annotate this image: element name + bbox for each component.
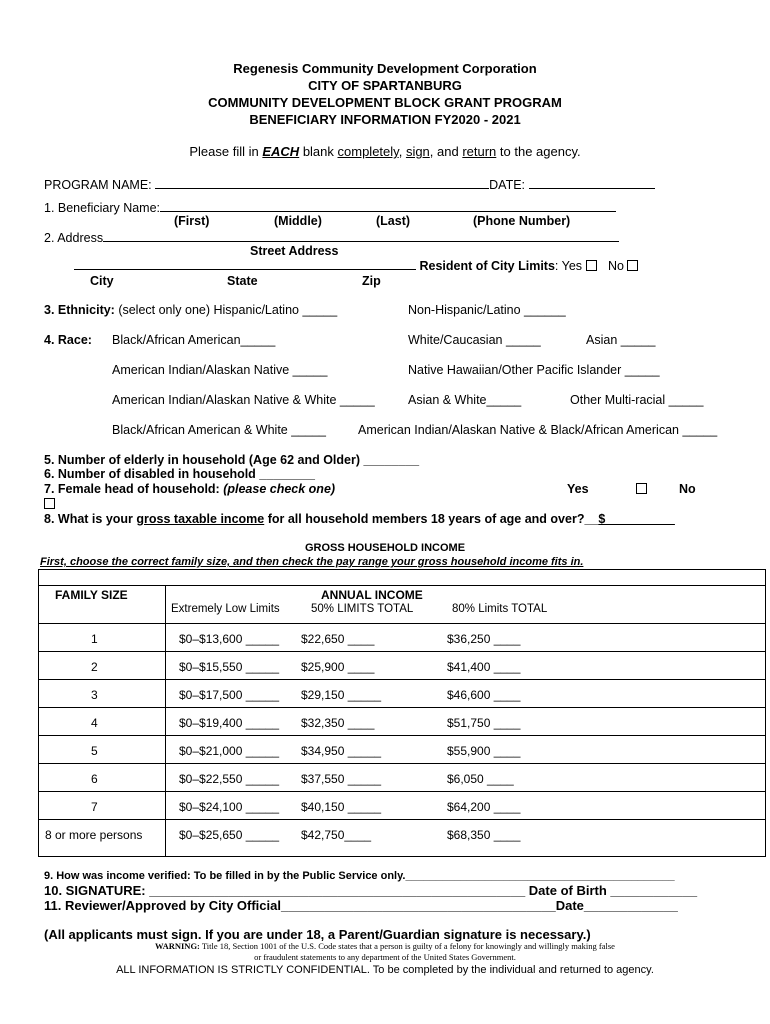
race-aw-option[interactable]: Asian & White_____ [408, 393, 522, 407]
row-3-el[interactable]: $0–$17,500 _____ [179, 688, 280, 702]
row-5-80[interactable]: $55,900 ____ [447, 744, 521, 758]
table-row: 6 [91, 772, 98, 786]
eighty-percent-header: 80% Limits TOTAL [452, 603, 548, 615]
race-white-option[interactable]: White/Caucasian _____ [408, 333, 541, 347]
table-row: 7 [91, 800, 98, 814]
first-label: (First) [174, 214, 210, 228]
row-4-50[interactable]: $32,350 ____ [301, 716, 375, 730]
race-nh-option[interactable]: Native Hawaiian/Other Pacific Islander _____ [408, 363, 660, 377]
row-6-50[interactable]: $37,550 _____ [301, 772, 382, 786]
row-4-el[interactable]: $0–$19,400 _____ [179, 716, 280, 730]
row-8-80[interactable]: $68,350 ____ [447, 828, 521, 842]
ethnicity-row: 3. Ethnicity: (select only one) Hispanic/Latino _____ [44, 303, 338, 317]
warning-text-2: or fraudulent statements to any department of the United States Government. [254, 952, 516, 962]
confidential-note: ALL INFORMATION IS STRICTLY CONFIDENTIAL. To be completed by the individual and returned to agency. [116, 964, 654, 976]
table-row: 1 [91, 632, 98, 646]
program-name-label: PROGRAM NAME: [44, 178, 152, 192]
row-4-80[interactable]: $51,750 ____ [447, 716, 521, 730]
row-6-80[interactable]: $6,050 ____ [447, 772, 514, 786]
state-label: State [227, 274, 258, 288]
row-2-50[interactable]: $25,900 ____ [301, 660, 375, 674]
beneficiary-name-row: 1. Beneficiary Name: [44, 200, 616, 215]
street-address-field[interactable] [103, 230, 619, 242]
female-head-no-checkbox[interactable] [44, 497, 55, 511]
race-aib-option[interactable]: American Indian/Alaskan Native & Black/African American _____ [358, 423, 718, 437]
race-bw-option[interactable]: Black/African American & White _____ [112, 423, 326, 437]
hispanic-option[interactable]: (select only one) Hispanic/Latino _____ [114, 303, 338, 317]
race-black-option[interactable]: Black/African American_____ [112, 333, 276, 347]
row-8-el[interactable]: $0–$25,650 _____ [179, 828, 280, 842]
row-2-el[interactable]: $0–$15,550 _____ [179, 660, 280, 674]
warning-text: WARNING: Title 18, Section 1001 of the U.S. Code states that a person is guilty of a felony for knowingly and willingly making false [155, 941, 615, 951]
signature-note: (All applicants must sign. If you are under 18, a Parent/Guardian signature is necessary.) [44, 927, 591, 942]
row-2-80[interactable]: $41,400 ____ [447, 660, 521, 674]
income-question[interactable]: 8. What is your gross taxable income for all household members 18 years of age and over?__$__________ [44, 512, 675, 526]
row-5-50[interactable]: $34,950 _____ [301, 744, 382, 758]
resident-no-checkbox[interactable] [627, 260, 638, 271]
zip-label: Zip [362, 274, 381, 288]
signature-field[interactable]: 10. SIGNATURE: ____________________________________________________ Date of Birth ____________ [44, 883, 698, 898]
extremely-low-header: Extremely Low Limits [171, 603, 280, 615]
row-1-50[interactable]: $22,650 ____ [301, 632, 375, 646]
beneficiary-name-field[interactable] [160, 200, 616, 212]
city-state-zip-field[interactable] [74, 258, 416, 270]
row-7-80[interactable]: $64,200 ____ [447, 800, 521, 814]
row-7-el[interactable]: $0–$24,100 _____ [179, 800, 280, 814]
family-size-header: FAMILY SIZE [55, 588, 128, 602]
row-1-80[interactable]: $36,250 ____ [447, 632, 521, 646]
table-row: 8 or more persons [45, 828, 143, 842]
row-7-50[interactable]: $40,150 _____ [301, 800, 382, 814]
income-table [38, 569, 766, 857]
disabled-question[interactable]: 6. Number of disabled in household ________ [44, 467, 315, 481]
race-ai-option[interactable]: American Indian/Alaskan Native _____ [112, 363, 328, 377]
program-title: COMMUNITY DEVELOPMENT BLOCK GRANT PROGRAM [208, 95, 562, 110]
fy-title: BENEFICIARY INFORMATION FY2020 - 2021 [249, 112, 521, 127]
program-name-field[interactable] [155, 177, 489, 189]
program-name-row [44, 177, 655, 192]
row-3-80[interactable]: $46,600 ____ [447, 688, 521, 702]
race-label: 4. Race: [44, 333, 92, 347]
income-table-subtitle: First, choose the correct family size, and then check the pay range your gross household income fits in. [40, 556, 584, 568]
annual-income-header: ANNUAL INCOME [321, 588, 423, 602]
phone-label: (Phone Number) [473, 214, 571, 228]
female-head-yes-checkbox[interactable] [636, 482, 647, 496]
street-address-label: Street Address [250, 244, 339, 258]
reviewer-field[interactable]: 11. Reviewer/Approved by City Official______________________________________Date_____________ [44, 898, 678, 913]
row-3-50[interactable]: $29,150 _____ [301, 688, 382, 702]
date-label: DATE: [489, 178, 526, 192]
race-aiw-option[interactable]: American Indian/Alaskan Native & White _____ [112, 393, 375, 407]
date-field[interactable] [529, 177, 655, 189]
female-head-question: 7. Female head of household: (please check one) [44, 482, 336, 496]
last-label: (Last) [376, 214, 411, 228]
table-row: 3 [91, 688, 98, 702]
female-head-no-label: No [679, 482, 696, 496]
income-table-title: GROSS HOUSEHOLD INCOME [304, 542, 466, 554]
row-6-el[interactable]: $0–$22,550 _____ [179, 772, 280, 786]
city-title: CITY OF SPARTANBURG [308, 78, 462, 93]
middle-label: (Middle) [274, 214, 322, 228]
row-1-el[interactable]: $0–$13,600 _____ [179, 632, 280, 646]
city-state-row: Resident of City Limits: Yes No [74, 258, 638, 273]
city-label: City [90, 274, 114, 288]
elderly-question[interactable]: 5. Number of elderly in household (Age 62 and Older) ________ [44, 453, 420, 467]
resident-yes-checkbox[interactable] [586, 260, 597, 271]
table-row: 2 [91, 660, 98, 674]
instruction-line: Please fill in EACH blank completely, sign, and return to the agency. [189, 144, 581, 159]
org-title: Regenesis Community Development Corporation [233, 61, 537, 76]
race-asian-option[interactable]: Asian _____ [586, 333, 656, 347]
row-8-50[interactable]: $42,750____ [301, 828, 372, 842]
table-row: 4 [91, 716, 98, 730]
income-verified-field[interactable]: 9. How was income verified: To be filled in by the Public Service only.____________________________________________ [44, 870, 675, 882]
non-hispanic-option[interactable]: Non-Hispanic/Latino ______ [408, 303, 566, 317]
table-row: 5 [91, 744, 98, 758]
female-head-yes-label: Yes [567, 482, 589, 496]
row-5-el[interactable]: $0–$21,000 _____ [179, 744, 280, 758]
address-row: 2. Address [44, 230, 619, 245]
race-other-option[interactable]: Other Multi-racial _____ [570, 393, 704, 407]
fifty-percent-header: 50% LIMITS TOTAL [311, 603, 414, 615]
